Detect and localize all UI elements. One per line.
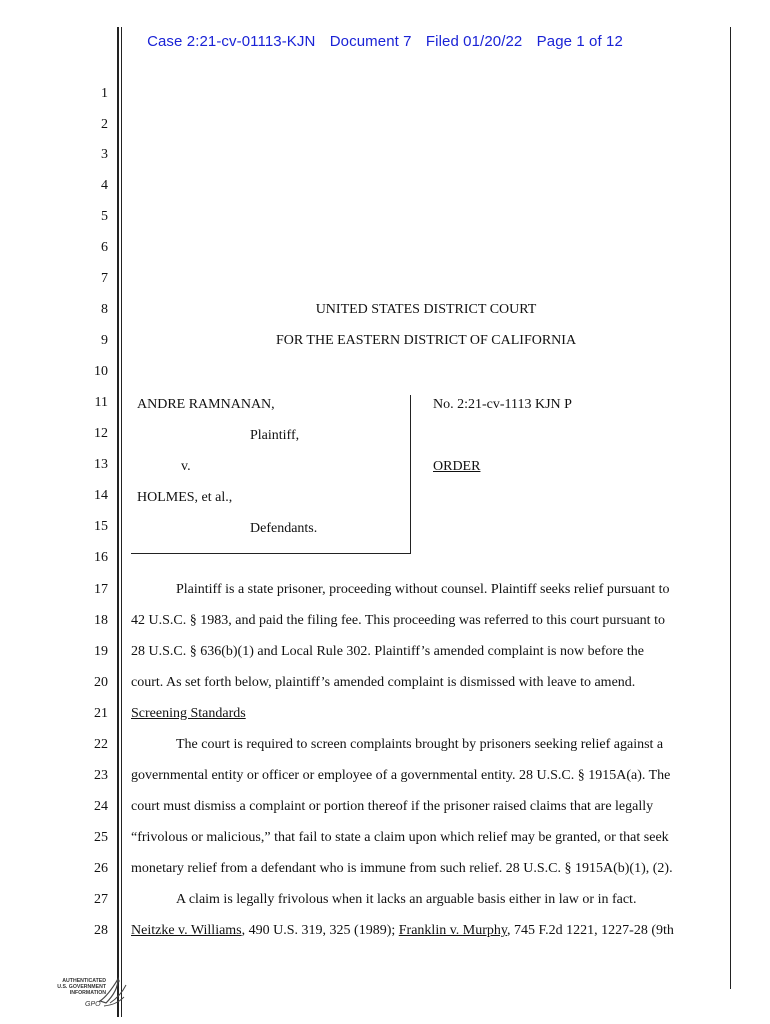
line-number: 5 <box>101 209 108 224</box>
plaintiff-name: ANDRE RAMNANAN, <box>137 397 275 412</box>
plaintiff-role: Plaintiff, <box>250 428 300 443</box>
line-number: 23 <box>94 768 108 783</box>
citation-text: , 490 U.S. 319, 325 (1989); <box>241 923 399 938</box>
line-number: 4 <box>101 178 108 193</box>
line-number: 10 <box>94 364 108 379</box>
line-number: 2 <box>101 117 108 132</box>
line-number: 27 <box>94 892 108 907</box>
body-line: governmental entity or officer or employee of a governmental entity. 28 U.S.C. § 1915A(a). The <box>131 768 671 783</box>
line-number: 18 <box>94 613 108 628</box>
court-district: FOR THE EASTERN DISTRICT OF CALIFORNIA <box>275 333 577 348</box>
line-number: 1 <box>101 86 108 101</box>
document-header <box>0 33 770 50</box>
line-number: 14 <box>94 488 108 503</box>
gpo-authentication-seal <box>40 973 130 1017</box>
seal-line: INFORMATION <box>69 990 106 997</box>
line-number: 6 <box>101 240 108 255</box>
body-line: 42 U.S.C. § 1983, and paid the filing fee. This proceeding was referred to this court pursuant to <box>131 613 665 628</box>
court-name: UNITED STATES DISTRICT COURT <box>315 302 537 317</box>
line-number: 24 <box>94 799 108 814</box>
body-line: court must dismiss a complaint or portion thereof if the prisoner raised claims that are legally <box>131 799 654 814</box>
docket-number: No. 2:21-cv-1113 KJN P <box>433 397 572 412</box>
filed-date: Filed 01/20/22 <box>425 33 523 50</box>
case-number: Case 2:21-cv-01113-KJN <box>147 33 316 50</box>
case-citation: Neitzke v. Williams <box>131 923 242 938</box>
body-line: A claim is legally frivolous when it lacks an arguable basis either in law or in fact. <box>176 892 637 907</box>
line-number: 8 <box>101 302 108 317</box>
line-number: 7 <box>101 271 108 286</box>
line-number: 25 <box>94 830 108 845</box>
line-number: 19 <box>94 644 108 659</box>
right-margin-rule <box>730 27 731 989</box>
gpo-mark: GPO <box>85 1001 101 1008</box>
line-number: 28 <box>94 923 108 938</box>
line-number: 17 <box>94 582 108 597</box>
line-number: 13 <box>94 457 108 472</box>
line-number: 21 <box>94 706 108 721</box>
defendant-role: Defendants. <box>250 521 318 536</box>
versus: v. <box>181 459 191 474</box>
body-line: Plaintiff is a state prisoner, proceeding without counsel. Plaintiff seeks relief pursuant to <box>176 582 670 597</box>
line-number: 20 <box>94 675 108 690</box>
case-citation: Franklin v. Murphy <box>398 923 507 938</box>
line-number: 3 <box>101 147 108 162</box>
left-margin-rule-inner <box>121 27 122 1017</box>
line-number: 12 <box>94 426 108 441</box>
line-number: 22 <box>94 737 108 752</box>
caption-divider-vertical <box>410 395 411 554</box>
seal-line: U.S. GOVERNMENT <box>57 984 106 991</box>
body-line <box>131 923 674 939</box>
seal-line: AUTHENTICATED <box>62 978 106 984</box>
line-number: 16 <box>94 550 108 565</box>
line-number: 11 <box>94 395 108 410</box>
document-number: Document 7 <box>329 33 412 50</box>
body-line: 28 U.S.C. § 636(b)(1) and Local Rule 302. Plaintiff’s amended complaint is now before the <box>131 644 644 659</box>
line-number: 26 <box>94 861 108 876</box>
body-line: “frivolous or malicious,” that fail to state a claim upon which relief may be granted, or that seek <box>131 830 669 845</box>
document-title: ORDER <box>433 459 481 474</box>
defendant-name: HOLMES, et al., <box>137 490 233 505</box>
body-line: monetary relief from a defendant who is immune from such relief. 28 U.S.C. § 1915A(b)(1), (2). <box>131 861 673 876</box>
caption-divider-horizontal <box>131 553 411 554</box>
page-indicator: Page 1 of 12 <box>536 33 623 50</box>
body-line: court. As set forth below, plaintiff’s amended complaint is dismissed with leave to amend. <box>131 675 636 690</box>
line-number: 9 <box>101 333 108 348</box>
body-line: The court is required to screen complaints brought by prisoners seeking relief against a <box>176 737 664 752</box>
left-margin-rule <box>117 27 119 1017</box>
citation-text: , 745 F.2d 1221, 1227-28 (9th <box>507 923 674 938</box>
line-number: 15 <box>94 519 108 534</box>
section-heading: Screening Standards <box>131 706 246 721</box>
